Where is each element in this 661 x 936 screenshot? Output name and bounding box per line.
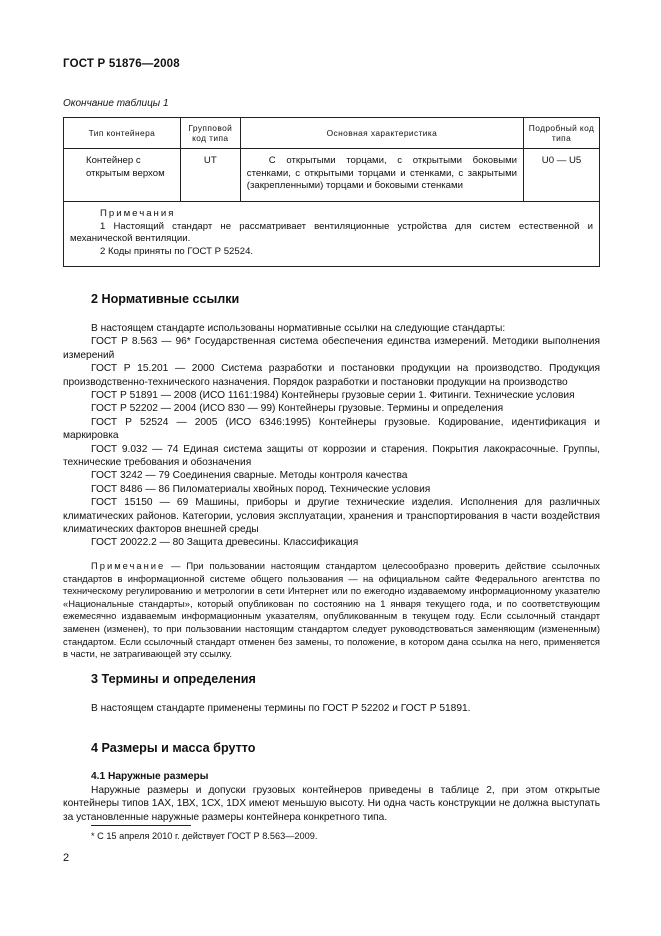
section-2-intro: В настоящем стандарте использованы нормативные ссылки на следующие стандарты: (91, 323, 506, 334)
subsection-4-1-title: 4.1 Наружные размеры (91, 771, 209, 782)
page-number: 2 (63, 852, 70, 864)
document-header: ГОСТ Р 51876—2008 (63, 58, 180, 70)
col-header-type: Тип контейнера (64, 118, 181, 149)
table-caption: Окончание таблицы 1 (63, 98, 169, 109)
footnote: * С 15 апреля 2010 г. действует ГОСТ Р 8.563—2009. (91, 831, 318, 841)
cell-description: С открытыми торцами, с открытыми боковыми стенками, с открытыми торцами и стенками, с закрытыми (закрепленными) торцами и боковыми стенками (240, 149, 523, 202)
reference-item: ГОСТ 3242 — 79 Соединения сварные. Методы контроля качества (91, 470, 408, 482)
reference-item: ГОСТ Р 8.563 — 96* Государственная система обеспечения единства измерений. Методики выполнения измерений (63, 336, 600, 361)
cell-detail-code: U0 — U5 (524, 149, 600, 202)
note-label: Примечание (91, 560, 166, 571)
section-4-title: 4 Размеры и масса брутто (91, 741, 256, 755)
reference-item: ГОСТ Р 15.201 — 2000 Система разработки и постановки продукции на производство. Продукция производственно-технического назначения. Порядок разработки и постановки продукции на производство (63, 363, 600, 388)
note-1: 1 Настоящий стандарт не рассматривает вентиляционные устройства для систем естественной и механической вентиляции. (70, 220, 593, 244)
table-header-row (64, 118, 600, 149)
notes-title: Примечания (100, 208, 176, 219)
reference-item: ГОСТ 15150 — 69 Машины, приборы и другие технические изделия. Исполнения для различных климатических районов. Категории, условия эксплуатации, хранения и транспортирования в части воздействия климатических факторов внешней среды (63, 497, 600, 536)
table-notes-row (64, 202, 600, 267)
note-2: 2 Коды приняты по ГОСТ Р 52524. (100, 245, 254, 257)
reference-item: ГОСТ Р 52202 — 2004 (ИСО 830 — 99) Контейнеры грузовые. Термины и определения (91, 403, 504, 415)
section-4-1-text: Наружные размеры и допуски грузовых контейнеров приведены в таблице 2, при этом открытые контейнеры типов 1АХ, 1ВХ, 1СХ, 1DX имеют меньшую высоту. Ни одна часть конструкции не должна выступать за установленные наружные размеры контейнера конкретного типа. (63, 785, 600, 823)
section-3-title: 3 Термины и определения (91, 672, 256, 686)
reference-item: ГОСТ 8486 — 86 Пиломатериалы хвойных пород. Технические условия (91, 483, 431, 495)
table-row (64, 149, 600, 202)
cell-group-code: UT (180, 149, 240, 202)
section-2-title: 2 Нормативные ссылки (91, 292, 240, 306)
reference-item: ГОСТ 9.032 — 74 Единая система защиты от коррозии и старения. Покрытия лакокрасочные. Группы, технические требования и обозначения (63, 443, 600, 469)
section-3-text: В настоящем стандарте применены термины по ГОСТ Р 52202 и ГОСТ Р 51891. (91, 703, 471, 714)
cell-type: Контейнер с открытым верхом (64, 149, 181, 202)
reference-item: ГОСТ 20022.2 — 80 Защита древесины. Классификация (91, 537, 359, 549)
table-1 (63, 117, 600, 267)
col-header-detail-code: Подробный код типа (524, 118, 600, 149)
reference-item: ГОСТ Р 51891 — 2008 (ИСО 1161:1984) Контейнеры грузовые серии 1. Фитинги. Технические условия (91, 390, 575, 402)
col-header-description: Основная характеристика (240, 118, 523, 149)
col-header-group-code: Групповой код типа (180, 118, 240, 149)
section-2-note (63, 560, 600, 661)
reference-list (63, 335, 600, 550)
note-text: — При пользовании настоящим стандартом целесообразно проверить действие ссылочных стандартов в информационной системе общего пользования — на официальном сайте Федерального агентства по техническому регулированию и метрологии в сети Интернет или по ежегодно издаваемому информационному указателю «Национальные стандарты», который опубликован по состоянию на 1 января текущего года, и по соответствующим ежемесячно издаваемым информационным указателям, опубликованным в текущем году. Если ссылочный стандарт заменен (изменен), то при пользовании настоящим стандартом следует руководствоваться заменяющим (измененным) стандартом. Если ссылочный стандарт отменен без замены, то положение, в котором дана ссылка на него, применяется в части, не затрагивающей эту ссылку. (63, 560, 600, 660)
reference-item: ГОСТ Р 52524 — 2005 (ИСО 6346:1995) Контейнеры грузовые. Кодирование, идентификация и маркировка (63, 416, 600, 442)
table-notes (64, 202, 600, 267)
footnote-divider (91, 825, 191, 826)
